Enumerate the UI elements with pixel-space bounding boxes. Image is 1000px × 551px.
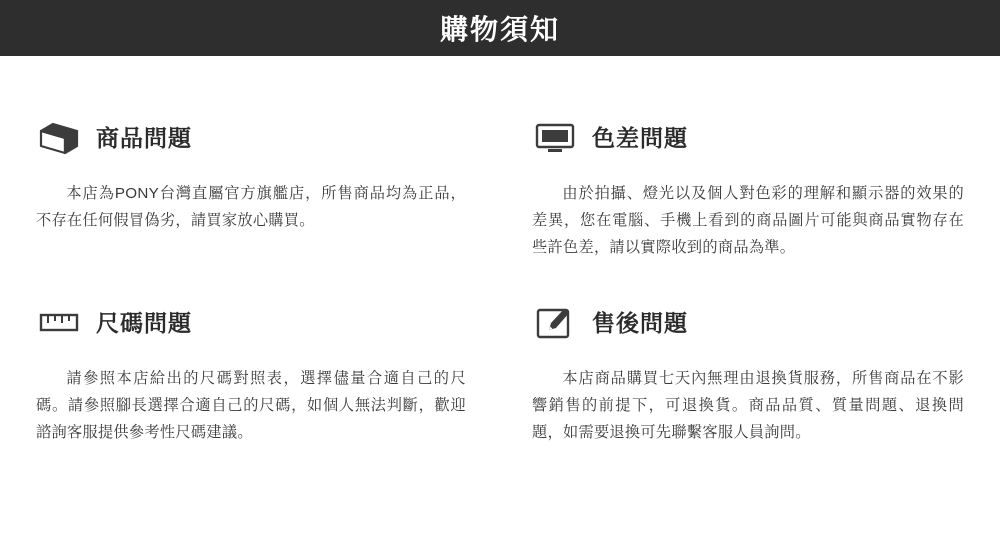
package-box-icon [36, 118, 82, 158]
section-body: 由於拍攝、燈光以及個人對色彩的理解和顯示器的效果的差異，您在電腦、手機上看到的商品圖片可能與商品實物存在些許色差，請以實際收到的商品為準。 [532, 185, 964, 257]
notice-section-size [36, 303, 500, 446]
monitor-screen-icon [532, 118, 578, 158]
section-header [532, 303, 964, 343]
notice-grid [36, 118, 964, 486]
section-title: 尺碼問題 [96, 309, 192, 336]
section-title: 商品問題 [96, 124, 192, 151]
pen-edit-icon [532, 303, 578, 343]
section-body: 本店為PONY台灣直屬官方旗艦店，所售商品均為正品，不存在任何假冒偽劣，請買家放心購買。 [36, 185, 466, 230]
section-title: 售後問題 [592, 309, 688, 336]
section-body: 本店商品購買七天內無理由退換貨服務，所售商品在不影響銷售的前提下，可退換貨。商品品質、質量問題、退換問題，如需要退換可先聯繫客服人員詢問。 [532, 370, 964, 442]
section-body: 請參照本店給出的尺碼對照表，選擇儘量合適自己的尺碼。請參照腳長選擇合適自己的尺碼，如個人無法判斷，歡迎諮詢客服提供參考性尺碼建議。 [36, 370, 466, 442]
notice-section-aftersale [500, 303, 964, 446]
section-title: 色差問題 [592, 124, 688, 151]
page-title: 購物須知 [439, 14, 560, 45]
notice-section-product [36, 118, 500, 261]
notice-content [0, 56, 1000, 486]
section-header [36, 118, 466, 158]
page-header [0, 0, 1000, 56]
notice-section-color [500, 118, 964, 261]
section-header [36, 303, 466, 343]
section-header [532, 118, 964, 158]
ruler-icon [36, 303, 82, 343]
